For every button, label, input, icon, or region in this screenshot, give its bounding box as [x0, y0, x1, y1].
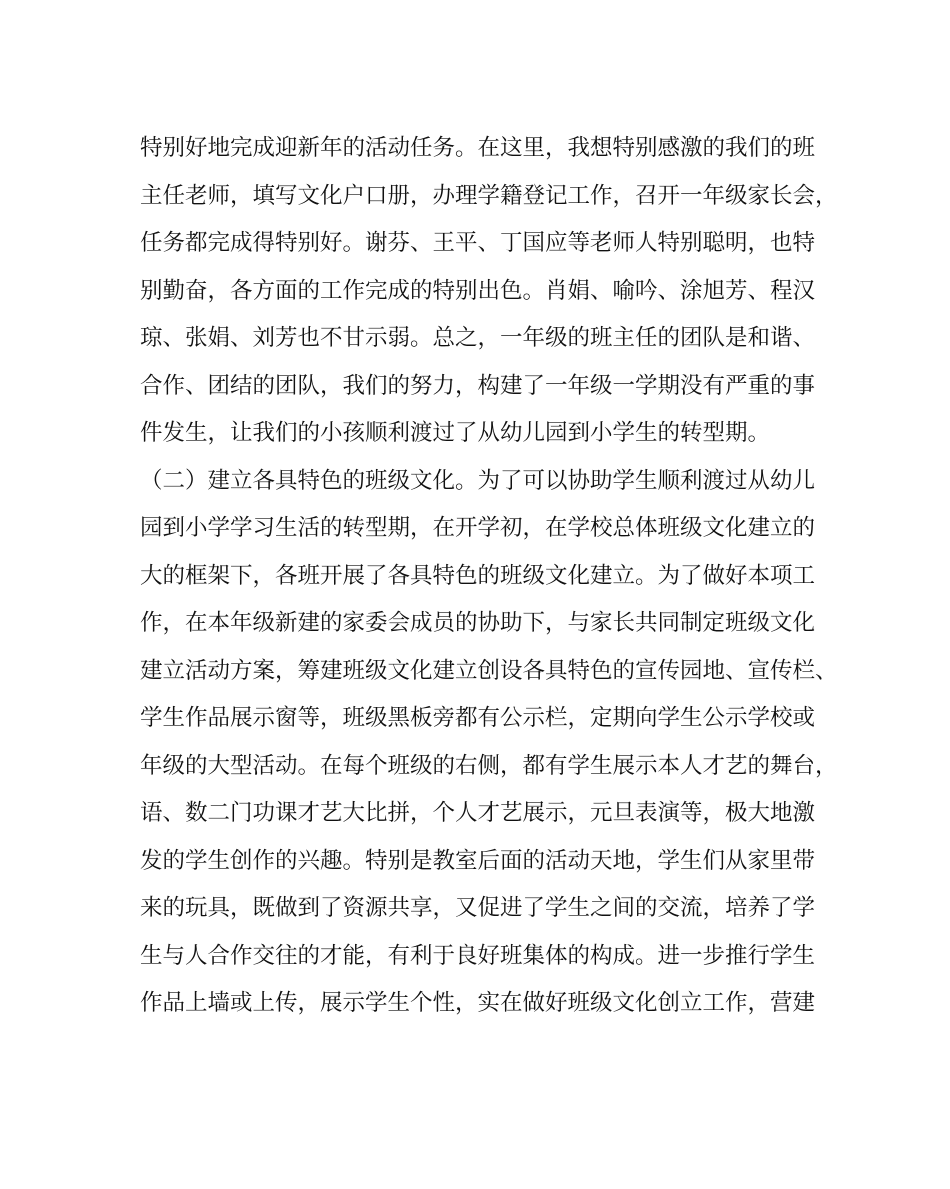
text-line: 生与人合作交往的才能，有利于良好班集体的构成。进一步推行学生 — [140, 942, 816, 969]
text-line: 来的玩具，既做到了资源共享，又促进了学生之间的交流，培养了学 — [140, 895, 816, 921]
text-line: 作，在本年级新建的家委会成员的协助下，与家长共同制定班级文化 — [140, 610, 816, 636]
text-line: 别勤奋，各方面的工作完成的特别出色。肖娟、喻吟、涂旭芳、程汉 — [140, 277, 816, 304]
text-line: 主任老师，填写文化户口册，办理学籍登记工作，召开一年级家长会， — [140, 182, 838, 209]
text-line: 学生作品展示窗等，班级黑板旁都有公示栏，定期向学生公示学校或 — [140, 705, 816, 731]
text-line: 园到小学学习生活的转型期，在开学初，在学校总体班级文化建立的 — [140, 515, 816, 541]
text-line: 语、数二门功课才艺大比拼，个人才艺展示，元旦表演等，极大地激 — [140, 800, 816, 826]
text-line: 件发生，让我们的小孩顺利渡过了从幼儿园到小学生的转型期。 — [140, 420, 771, 446]
text-line: 合作、团结的团队，我们的努力，构建了一年级一学期没有严重的事 — [140, 372, 816, 399]
text-line: 任务都完成得特别好。谢芬、王平、丁国应等老师人特别聪明，也特 — [140, 230, 816, 256]
text-line: 作品上墙或上传，展示学生个性，实在做好班级文化创立工作，营建 — [140, 990, 816, 1016]
text-line: 发的学生创作的兴趣。特别是教室后面的活动天地，学生们从家里带 — [140, 847, 816, 874]
text-line: 大的框架下，各班开展了各具特色的班级文化建立。为了做好本项工 — [140, 562, 816, 589]
text-line: 特别好地完成迎新年的活动任务。在这里，我想特别感激的我们的班 — [140, 135, 816, 161]
text-line: 琼、张娟、刘芳也不甘示弱。总之，一年级的班主任的团队是和谐、 — [140, 325, 816, 351]
body-text — [140, 125, 838, 1028]
text-line: 建立活动方案，筹建班级文化建立创设各具特色的宣传园地、宣传栏、 — [140, 657, 838, 684]
section-heading-line: （二）建立各具特色的班级文化。为了可以协助学生顺利渡过从幼儿 — [140, 467, 816, 494]
text-line: 年级的大型活动。在每个班级的右侧，都有学生展示本人才艺的舞台， — [140, 752, 838, 779]
